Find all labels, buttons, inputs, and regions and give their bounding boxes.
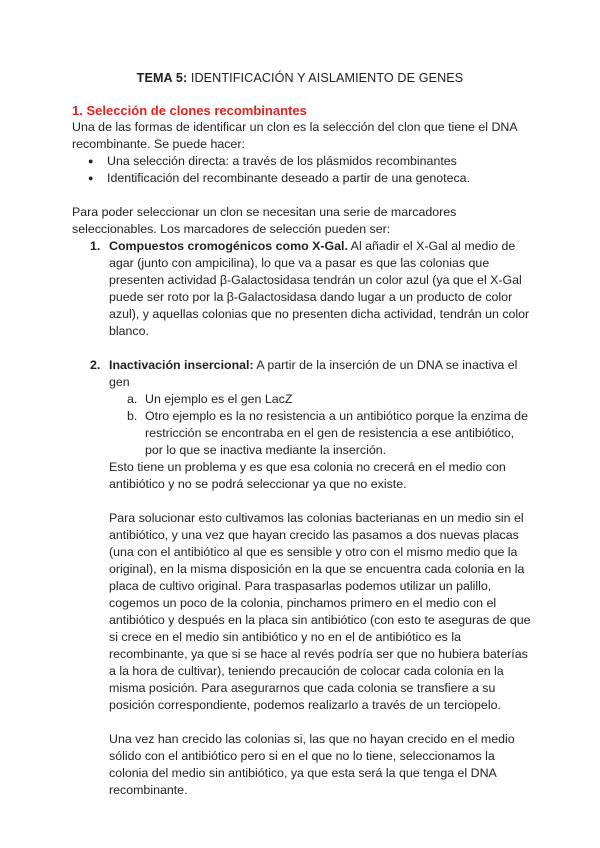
problem-paragraph: Esto tiene un problema y es que esa colonia no crecerá en el medio con antibiótico y no se podrá seleccionar ya que no existe. <box>109 460 506 491</box>
item-text: A partir de la inserción de un DNA se inactiva el gen <box>109 358 518 389</box>
item-text: Al añadir el X-Gal al medio de agar (junto con ampicilina), lo que va a pasar es que las colonias que presenten actividad β-Galactosidasa tendrán un color azul (ya que el X-Gal puede ser roto por la β-Galactosidasa dando lugar a un producto de color azul), y aquellas colonias que no presenten dicha actividad, tendrán un color blanco. <box>109 239 530 338</box>
sub-item-letter: a. <box>127 392 138 406</box>
sub-item-b <box>72 408 532 459</box>
sub-item-text: Un ejemplo es el gen LacZ <box>145 392 293 406</box>
section-heading: 1. Selección de clones recombinantes <box>72 103 307 118</box>
item-heading: Compuestos cromogénicos como X-Gal. <box>109 239 348 253</box>
page-title <box>0 71 600 85</box>
intro-paragraph: Una de las formas de identificar un clon es la selección del clon que tiene el DNA recombinante. Se puede hacer: <box>72 120 517 151</box>
bullet-icon: ● <box>88 173 94 183</box>
title-topic-label: TEMA 5: <box>136 71 188 85</box>
list-item-text: Una selección directa: a través de los plásmidos recombinantes <box>107 154 457 168</box>
item-number: 2. <box>90 358 101 372</box>
document-body <box>72 102 532 799</box>
marker-item-1 <box>72 238 532 340</box>
sub-item-text: Otro ejemplo es la no resistencia a un antibiótico porque la enzima de restricción se encontraba en el gen de resistencia a ese antibiótico, por lo que se inactiva mediante la inserción. <box>145 409 528 457</box>
marker-item-2 <box>72 357 532 391</box>
solution-paragraph: Para solucionar esto cultivamos las colonias bacterianas en un medio sin el antibiótico, y una vez que hayan crecido las pasamos a dos nuevas placas (una con el antibiótico al que es sensible y otro con el mismo medio que la original), en la misma disposición en la que se encuentra cada colonia en la placa de cultivo original. Para traspasarlas podemos utilizar un palillo, cogemos un poco de la colonia, pinchamos primero en el medio con el antibiótico y después en la placa sin antibiótico (con esto te aseguras de que si crece en el medio sin antibiótico y no en el de antibiótico es la recombinante, ya que si se hace al revés podría ser que no hubiera baterías a la hora de cultivar), teniendo precaución de colocar cada colonia en la misma posición. Para asegurarnos que cada colonia se transfiere a su posición correspondiente, podemos realizarlo a través de un terciopelo. <box>109 511 531 712</box>
title-text: IDENTIFICACIÓN Y AISLAMIENTO DE GENES <box>187 71 464 85</box>
item-number: 1. <box>90 239 101 253</box>
conclusion-paragraph: Una vez han crecido las colonias si, las que no hayan crecido en el medio sólido con el antibiótico pero si en el que no lo tiene, seleccionamos la colonia del medio sin antibiótico, ya que esta será la que tenga el DNA recombinante. <box>109 732 515 797</box>
bullet-icon: ● <box>88 156 94 166</box>
markers-paragraph: Para poder seleccionar un clon se necesitan una serie de marcadores seleccionables. Los marcadores de selección pueden ser: <box>72 205 457 236</box>
list-item <box>72 170 532 187</box>
list-item <box>72 153 532 170</box>
method-list <box>72 153 532 187</box>
item-heading: Inactivación insercional: <box>109 358 254 372</box>
sub-item-a <box>72 391 532 408</box>
list-item-text: Identificación del recombinante deseado a partir de una genoteca. <box>107 171 471 185</box>
sub-item-letter: b. <box>127 409 138 423</box>
